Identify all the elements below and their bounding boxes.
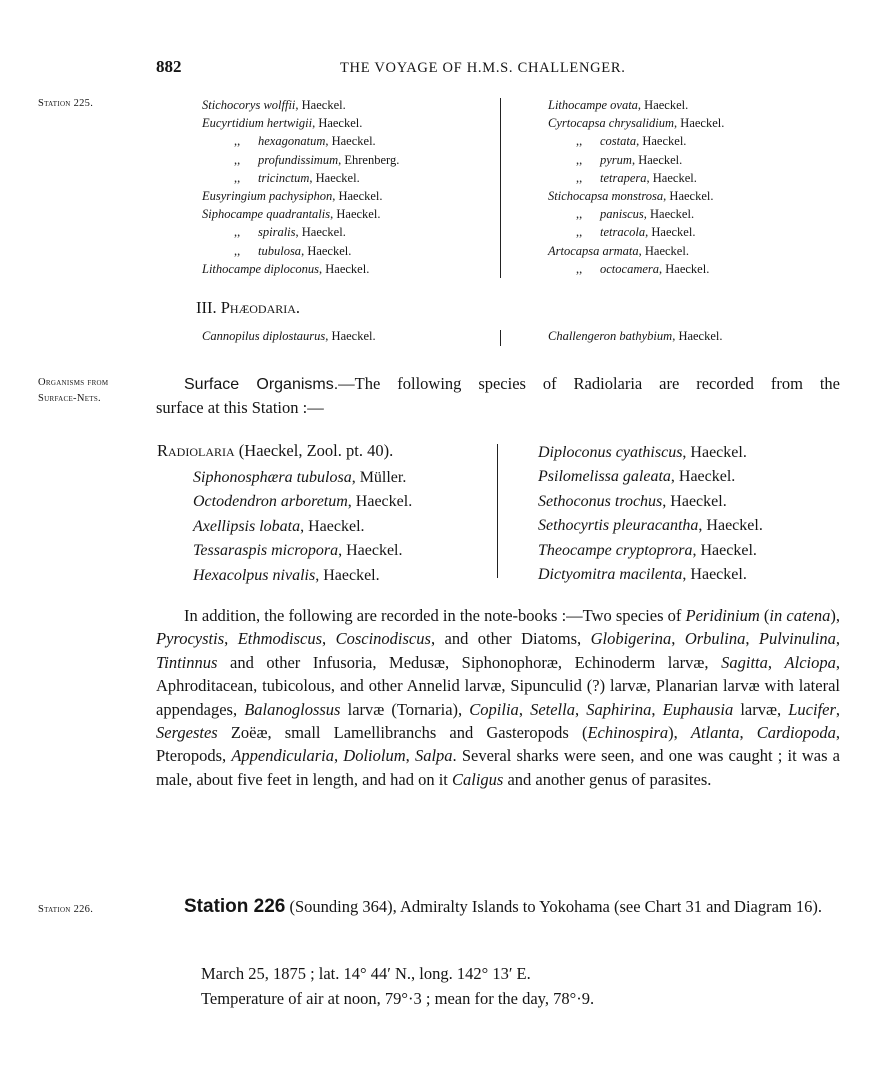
- ditto-mark: ,,: [234, 134, 241, 149]
- running-title: THE VOYAGE OF H.M.S. CHALLENGER.: [340, 60, 626, 76]
- taxon-name: Doliolum: [343, 746, 406, 766]
- column-divider: [497, 444, 498, 578]
- species-entry: [538, 563, 763, 587]
- taxon-name: Globigerina: [590, 629, 672, 649]
- species-entry: [193, 539, 412, 563]
- species-list-right: [548, 96, 724, 278]
- taxon-name: Echinospira: [587, 723, 669, 743]
- station-heading-rest: (Sounding 364), Admiralty Islands to Yokohama (see Chart 31 and Diagram 16).: [285, 897, 823, 916]
- surface-species-left: [193, 466, 412, 588]
- ditto-mark: ,,: [234, 152, 241, 167]
- taxon-name: Ethmodiscus: [237, 629, 323, 649]
- species-name: octocamera: [600, 261, 660, 276]
- species-author: , Haeckel.: [295, 225, 346, 240]
- species-author: , Haeckel.: [637, 98, 689, 112]
- species-name: tubulosa: [258, 243, 302, 258]
- species-entry: [548, 114, 724, 132]
- surface-species-right: [538, 441, 763, 587]
- taxon-name: Sergestes: [156, 723, 218, 743]
- species-author: , Haeckel.: [682, 565, 747, 583]
- species-entry: [538, 514, 763, 538]
- species-author: , Haeckel.: [309, 170, 360, 185]
- taxon-name: Caligus: [452, 769, 504, 789]
- species-author: , Haeckel.: [674, 116, 725, 131]
- species-author: , Haeckel.: [330, 207, 381, 222]
- taxon-name: Sagitta: [721, 652, 768, 672]
- margin-label-line: Surface-Nets.: [38, 393, 101, 404]
- species-author: , Haeckel.: [643, 207, 695, 222]
- species-author: , Haeckel.: [698, 517, 763, 535]
- phaeodaria-left-entry: [202, 327, 376, 345]
- taxon-name: Atlanta: [690, 723, 740, 743]
- column-divider: [500, 330, 501, 346]
- station-226-heading-paragraph: [156, 895, 840, 919]
- species-name: paniscus: [600, 207, 644, 222]
- paragraph-text: ,: [739, 723, 757, 743]
- surface-lead-line-1: [184, 372, 840, 397]
- species-author: , Haeckel.: [638, 243, 689, 258]
- paragraph-text: and other Infusoria, Medusæ, Siphonophoræ, Echinoderm larvæ,: [217, 652, 722, 672]
- species-entry: [202, 205, 399, 223]
- paragraph-text: and another genus of parasites.: [503, 769, 712, 789]
- species-author: , Haeckel.: [636, 134, 687, 149]
- paragraph-text: ,: [574, 699, 587, 719]
- paragraph-text: Zoëæ, small Lamellibranchs and Gasteropods (: [217, 723, 588, 743]
- ditto-mark: ,,: [576, 261, 583, 276]
- lead-text: —The following species of Radiolaria are recorded from the: [338, 374, 840, 393]
- section-title: Phæodaria.: [220, 298, 301, 317]
- species-entry: [202, 132, 399, 150]
- species-entry: [202, 96, 399, 114]
- species-entry: [548, 187, 724, 205]
- paragraph-text: , Aphroditacean, tubicolous, and other Annelid larvæ, Sipunculid (?) larvæ, Planarian larvæ with lateral appendages,: [156, 652, 840, 719]
- species-author: , Haeckel.: [315, 566, 380, 584]
- taxon-name: Peridinium: [685, 606, 760, 625]
- species-name: pyrum: [600, 152, 632, 167]
- ditto-mark: ,,: [576, 225, 583, 240]
- margin-label-station-225: Station 225.: [38, 98, 94, 109]
- species-author: , Haeckel.: [631, 152, 683, 167]
- taxon-name: Pyrocystis: [156, 629, 225, 649]
- species-author: , Haeckel.: [312, 116, 363, 131]
- species-name: tricinctum: [258, 170, 310, 185]
- species-entry: [538, 539, 763, 563]
- paragraph-text: ,: [333, 746, 344, 766]
- species-author: , Haeckel.: [663, 188, 714, 203]
- paragraph-text: , Pteropods,: [156, 723, 841, 766]
- species-name: Siphocampe quadrantalis: [202, 207, 331, 222]
- margin-label-station-226: Station 226.: [38, 904, 94, 915]
- paragraph-text: ,: [745, 629, 759, 649]
- species-name: Psilomelissa galeata: [538, 468, 671, 486]
- taxon-name: Salpa: [414, 746, 453, 766]
- paragraph-text: ,: [671, 629, 685, 649]
- paragraph-text: ,: [651, 699, 663, 719]
- phaeodaria-heading: [196, 298, 300, 318]
- species-author: , Müller.: [351, 469, 407, 486]
- species-name: Lithocampe ovata: [548, 98, 638, 112]
- species-name: profundissimum: [258, 152, 339, 167]
- species-entry: [548, 132, 724, 150]
- species-entry: [538, 465, 763, 489]
- species-name: Siphonosphæra tubulosa: [193, 469, 352, 486]
- species-entry: [202, 169, 399, 187]
- paragraph-text: ,: [224, 629, 238, 649]
- species-author: , Haeckel.: [672, 329, 723, 343]
- taxon-name: Orbulina: [684, 629, 746, 649]
- species-entry: [548, 260, 724, 278]
- station-heading: Station 226: [184, 896, 286, 917]
- species-author: , Haeckel.: [682, 444, 747, 461]
- ditto-mark: ,,: [234, 170, 241, 185]
- radiolaria-reference: (Haeckel, Zool. pt. 40).: [234, 441, 394, 460]
- paragraph-text: (: [759, 606, 770, 625]
- page-number: 882: [156, 57, 182, 76]
- species-author: , Haeckel.: [319, 261, 370, 276]
- column-divider: [500, 98, 501, 278]
- paragraph-text: larvæ,: [733, 699, 789, 719]
- ditto-mark: ,,: [234, 243, 241, 258]
- paragraph-text: . Several sharks were seen, and one was caught ; it was a male, about five feet in length, and had on it: [156, 746, 841, 789]
- species-entry: [548, 169, 724, 187]
- paragraph-text: ,: [322, 629, 336, 649]
- species-entry: [193, 515, 412, 539]
- paragraph-text: ,: [405, 746, 415, 766]
- species-name: Stichocapsa monstrosa: [548, 188, 664, 203]
- species-entry: [538, 441, 763, 465]
- taxon-name: Pulvinulina: [758, 629, 836, 649]
- species-name: Diploconus cyathiscus: [538, 444, 683, 461]
- station-226-position: March 25, 1875 ; lat. 14° 44′ N., long. 142° 13′ E.: [201, 964, 531, 983]
- paragraph-text: ,: [835, 699, 841, 719]
- taxon-name: Lucifer: [788, 699, 836, 719]
- paragraph-text: In addition, the following are recorded in the note-books :—Two species of: [184, 606, 686, 625]
- species-entry: [193, 466, 412, 490]
- species-name: Octodendron arboretum: [193, 493, 348, 511]
- paragraph-text: ),: [830, 606, 840, 625]
- taxon-name: Euphausia: [662, 699, 734, 719]
- taxon-name: Cardiopoda: [756, 723, 836, 743]
- paragraph-text: , and other Diatoms,: [430, 629, 591, 649]
- species-name: spiralis: [258, 225, 296, 240]
- station-226-temperature: Temperature of air at noon, 79°·3 ; mean for the day, 78°·9.: [201, 989, 595, 1008]
- species-author: , Haeckel.: [692, 541, 757, 559]
- species-author: , Haeckel.: [670, 468, 736, 486]
- species-author: , Haeckel.: [325, 134, 376, 149]
- notebook-paragraph-text: [156, 604, 840, 791]
- paragraph-text: ,: [518, 699, 531, 719]
- species-name: costata: [600, 134, 637, 149]
- species-name: Dictyomitra macilenta: [538, 565, 683, 583]
- ditto-mark: ,,: [576, 134, 583, 149]
- species-name: tetrapera: [600, 170, 647, 185]
- taxon-name: Tintinnus: [156, 652, 218, 672]
- taxon-name: Alciopa: [784, 652, 836, 672]
- notebook-paragraph: [156, 604, 840, 791]
- species-name: hexagonatum: [258, 134, 326, 149]
- surface-lead-line-2: surface at this Station :—: [156, 398, 324, 417]
- species-name: Challengeron bathybium: [548, 329, 673, 343]
- species-name: Theocampe cryptoprora: [538, 541, 693, 559]
- species-entry: [193, 490, 412, 514]
- species-name: Artocapsa armata: [548, 243, 639, 258]
- species-entry: [193, 564, 412, 588]
- species-author: , Haeckel.: [646, 170, 697, 185]
- taxon-name: Balanoglossus: [244, 699, 341, 719]
- species-name: tetracola: [600, 225, 646, 240]
- paragraph-text: ),: [668, 723, 691, 743]
- margin-label-line: Organisms from: [38, 377, 109, 388]
- species-entry: [202, 223, 399, 241]
- species-author: , Haeckel.: [347, 493, 413, 511]
- species-entry: [548, 205, 724, 223]
- taxon-name: Saphirina: [586, 699, 652, 719]
- taxon-name: Coscinodiscus: [335, 629, 431, 649]
- margin-label-surface: [38, 375, 108, 407]
- species-entry: [202, 260, 399, 278]
- species-name: Cyrtocapsa chrysalidium: [548, 116, 675, 131]
- species-author: , Haeckel.: [645, 225, 696, 240]
- species-name: Hexacolpus nivalis: [193, 566, 316, 584]
- species-author: , Haeckel.: [659, 261, 710, 276]
- taxon-name: in catena: [769, 606, 831, 625]
- species-name: Sethoconus trochus: [538, 492, 663, 510]
- species-name: Eusyringium pachysiphon: [202, 188, 333, 203]
- taxon-name: Setella: [530, 699, 575, 719]
- species-author: , Haeckel.: [332, 188, 383, 203]
- species-name: Stichocorys wolffii: [202, 98, 296, 112]
- species-name: Eucyrtidium hertwigii: [202, 116, 313, 131]
- radiolaria-title: Radiolaria: [157, 441, 235, 460]
- species-name: Tessaraspis micropora: [193, 542, 339, 560]
- species-entry: [202, 242, 399, 260]
- paragraph-text: larvæ (Tornaria),: [340, 699, 470, 719]
- species-author: , Haeckel.: [338, 542, 403, 560]
- species-entry: [202, 151, 399, 169]
- species-author: , Haeckel.: [300, 517, 365, 535]
- species-name: Lithocampe diploconus: [202, 261, 320, 276]
- ditto-mark: ,,: [576, 152, 583, 167]
- section-numeral: III.: [196, 298, 217, 317]
- species-list-left: [202, 96, 399, 278]
- paragraph-text: ,: [835, 629, 841, 649]
- paragraph-text: ,: [767, 652, 785, 672]
- species-author: , Haeckel.: [301, 243, 352, 258]
- species-entry: [548, 223, 724, 241]
- species-author: , Ehrenberg.: [338, 152, 400, 167]
- species-entry: [548, 151, 724, 169]
- species-name: Cannopilus diplostaurus: [202, 329, 326, 343]
- species-entry: [202, 114, 399, 132]
- species-entry: [202, 187, 399, 205]
- ditto-mark: ,,: [576, 207, 583, 222]
- taxon-name: Appendicularia: [231, 746, 334, 766]
- species-author: , Haeckel.: [295, 98, 346, 112]
- ditto-mark: ,,: [234, 225, 241, 240]
- phaeodaria-right-entry: [548, 327, 723, 345]
- ditto-mark: ,,: [576, 170, 583, 185]
- taxon-name: Copilia: [469, 699, 519, 719]
- radiolaria-heading: [157, 441, 393, 461]
- species-author: , Haeckel.: [662, 492, 727, 510]
- species-entry: [538, 490, 763, 514]
- species-entry: [548, 96, 724, 114]
- species-entry: [548, 242, 724, 260]
- surface-heading: Surface Organisms.: [184, 376, 339, 393]
- species-name: Axellipsis lobata: [193, 517, 301, 535]
- species-author: , Haeckel.: [325, 329, 376, 343]
- species-name: Sethocyrtis pleuracantha: [538, 517, 699, 535]
